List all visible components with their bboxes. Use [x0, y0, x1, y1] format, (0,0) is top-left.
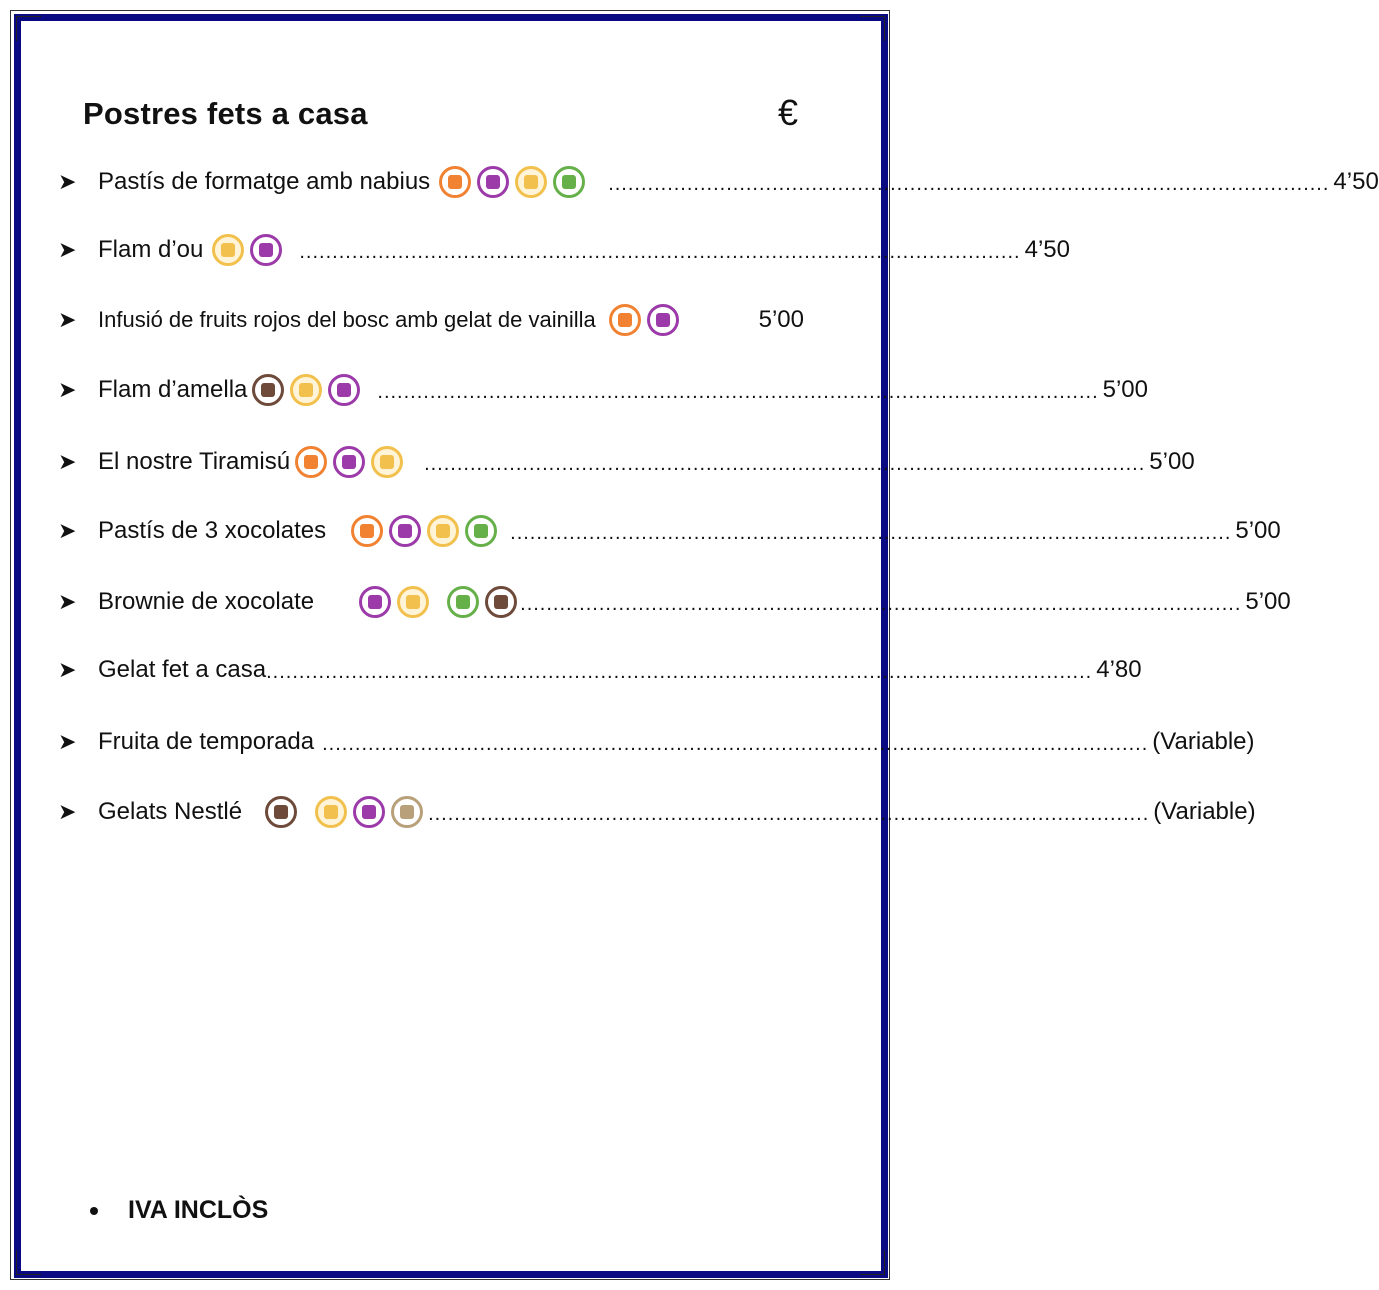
allergen-icons [356, 586, 520, 618]
item-price: (Variable) [1152, 728, 1255, 755]
orange-allergen-icon [351, 515, 383, 547]
dot-leader: .............................................................................................................................. [266, 661, 1093, 683]
brown-allergen-icon [265, 796, 297, 828]
item-price: 5’00 [758, 306, 804, 333]
purple-allergen-icon [359, 586, 391, 618]
item-name: Flam d’ou [98, 236, 204, 263]
dot-leader: .............................................................................................................. [608, 173, 1330, 195]
yellow-allergen-icon [315, 796, 347, 828]
dot-leader: .............................................................................................................. [510, 522, 1232, 544]
allergen-icons [606, 304, 682, 336]
menu-item [58, 442, 1195, 482]
corner-mark [16, 16, 41, 41]
arrow-bullet-icon: ➤ [58, 518, 77, 543]
item-name: Gelats Nestlé [98, 798, 243, 825]
allergen-icons [292, 446, 406, 478]
menu-item [58, 300, 804, 340]
item-name: Pastís de formatge amb nabius [98, 168, 431, 195]
arrow-bullet-icon: ➤ [58, 169, 77, 194]
yellow-allergen-icon [371, 446, 403, 478]
green-allergen-icon [465, 515, 497, 547]
item-price: 4’80 [1096, 656, 1142, 683]
arrow-bullet-icon: ➤ [58, 237, 77, 262]
yellow-allergen-icon [290, 374, 322, 406]
item-price: 5’00 [1245, 588, 1291, 615]
yellow-allergen-icon [427, 515, 459, 547]
menu-item [58, 722, 1255, 762]
item-price: 5’00 [1149, 448, 1195, 475]
arrow-bullet-icon: ➤ [58, 657, 77, 682]
item-name: Fruita de temporada [98, 728, 315, 755]
allergen-icons [348, 515, 500, 547]
green-allergen-icon [447, 586, 479, 618]
green-allergen-icon [553, 166, 585, 198]
dot-leader: .............................................................................................................................. [322, 733, 1149, 755]
dot-leader: .............................................................................................................. [424, 453, 1146, 475]
orange-allergen-icon [439, 166, 471, 198]
currency-symbol: € [778, 92, 799, 133]
menu-item [58, 650, 1142, 690]
item-price: 5’00 [1102, 376, 1148, 403]
yellow-allergen-icon [515, 166, 547, 198]
item-price: 4’50 [1333, 168, 1379, 195]
brown-allergen-icon [485, 586, 517, 618]
menu-frame [14, 14, 888, 1278]
arrow-bullet-icon: ➤ [58, 799, 77, 824]
purple-allergen-icon [647, 304, 679, 336]
purple-allergen-icon [353, 796, 385, 828]
item-name: Pastís de 3 xocolates [98, 517, 327, 544]
yellow-allergen-icon [212, 234, 244, 266]
menu-item [58, 162, 1379, 202]
item-name: Infusió de fruits rojos del bosc amb gelat de vainilla [98, 307, 596, 332]
item-name: Brownie de xocolate [98, 588, 315, 615]
arrow-bullet-icon: ➤ [58, 377, 77, 402]
tan-allergen-icon [391, 796, 423, 828]
arrow-bullet-icon: ➤ [58, 729, 77, 754]
dot-leader: .............................................................................................................. [428, 803, 1150, 825]
page-title: Postres fets a casa [83, 96, 368, 131]
menu-item [58, 370, 1148, 410]
item-name: Flam d’amella [98, 376, 248, 403]
item-price: 5’00 [1235, 517, 1281, 544]
allergen-icons [209, 234, 285, 266]
yellow-allergen-icon [397, 586, 429, 618]
purple-allergen-icon [477, 166, 509, 198]
allergen-icons [249, 374, 363, 406]
menu-item [58, 582, 1291, 622]
purple-allergen-icon [328, 374, 360, 406]
item-price: 4’50 [1024, 236, 1070, 263]
allergen-icons [262, 796, 426, 828]
brown-allergen-icon [252, 374, 284, 406]
corner-mark [16, 1250, 41, 1275]
arrow-bullet-icon: ➤ [58, 589, 77, 614]
orange-allergen-icon [609, 304, 641, 336]
dot-leader: .............................................................................................................. [377, 381, 1099, 403]
arrow-bullet-icon: ➤ [58, 307, 77, 332]
orange-allergen-icon [295, 446, 327, 478]
purple-allergen-icon [333, 446, 365, 478]
bullet-dot-icon [90, 1207, 98, 1215]
menu-item [58, 792, 1256, 832]
item-price: (Variable) [1153, 798, 1256, 825]
corner-mark [860, 16, 885, 41]
menu-item [58, 230, 1070, 270]
dot-leader: .............................................................................................................. [299, 241, 1021, 263]
item-name: El nostre Tiramisú [98, 448, 291, 475]
dot-leader: .............................................................................................................. [520, 593, 1242, 615]
menu-item [58, 511, 1281, 551]
tax-note-text: IVA INCLÒS [128, 1196, 269, 1224]
tax-note [90, 1196, 268, 1225]
corner-mark [860, 1250, 885, 1275]
purple-allergen-icon [250, 234, 282, 266]
item-name: Gelat fet a casa [98, 656, 267, 683]
allergen-icons [436, 166, 588, 198]
arrow-bullet-icon: ➤ [58, 449, 77, 474]
purple-allergen-icon [389, 515, 421, 547]
